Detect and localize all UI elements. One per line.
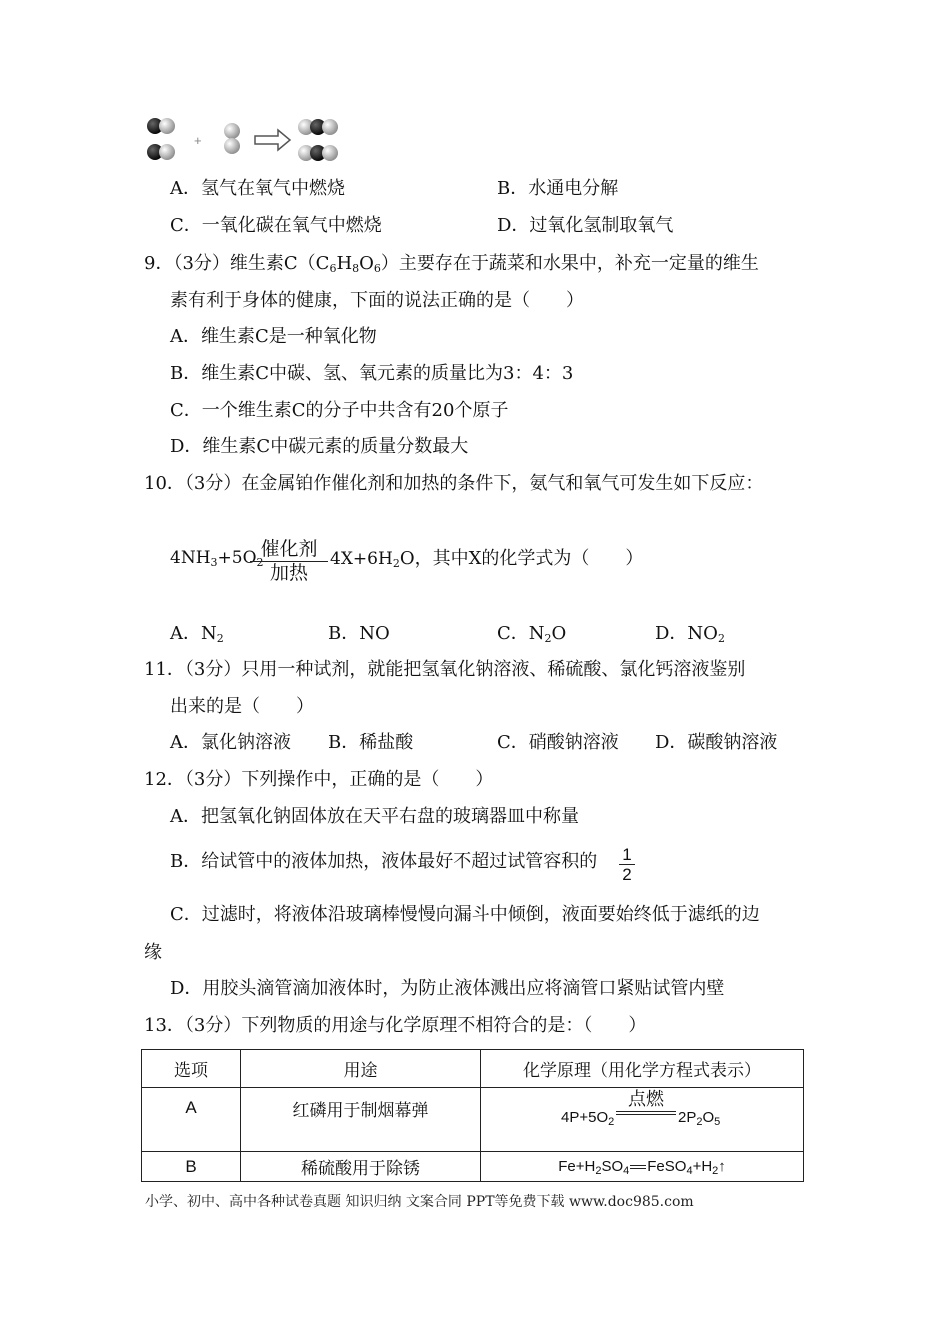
q10-equation-right: $4X+6H_2O$，其中X的化学式为（ ） (330, 548, 644, 570)
q12-stem: 12．（3分）下列操作中，正确的是（ ） (144, 769, 494, 790)
q10-condition-catalyst: 催化剂 (260, 538, 318, 560)
q8-option-d: D．过氧化氢制取氧气 (497, 215, 674, 236)
q10-equation-left: $4NH_3+5O_2$ (170, 548, 264, 569)
molecule-bw-1 (147, 118, 175, 134)
q10-reaction-condition (250, 540, 328, 583)
header-principle: 化学原理（用化学方程式表示） (481, 1050, 804, 1088)
header-option: 选项 (142, 1050, 241, 1088)
q9-stem-line2: 素有利于身体的健康，下面的说法正确的是（ ） (170, 290, 584, 311)
q8-option-b: B．水通电分解 (497, 178, 619, 199)
q11-stem-line1: 11．（3分）只用一种试剂，就能把氢氧化钠溶液、稀硫酸、氯化钙溶液鉴别 (144, 659, 746, 680)
q10-option-d: D．$NO_2$ (655, 623, 725, 645)
q9-option-d: D．维生素C中碳元素的质量分数最大 (170, 436, 469, 457)
q12-fraction (619, 846, 635, 883)
table-header-row (142, 1050, 804, 1088)
q10-stem: 10．（3分）在金属铂作催化剂和加热的条件下，氨气和氧气可发生如下反应： (144, 473, 764, 494)
q13-stem: 13．（3分）下列物质的用途与化学原理不相符合的是：（ ） (144, 1015, 647, 1036)
q11-stem-line2: 出来的是（ ） (170, 696, 314, 717)
gas-arrow-icon: ↑ (718, 1158, 726, 1175)
q11-option-b: B．稀盐酸 (328, 732, 414, 753)
q8-option-a: A．氢气在氧气中燃烧 (170, 178, 345, 199)
q9-stem-line1: 9．（3分）维生素$C(C_6H_8O_6)$主要存在于蔬菜和水果中，补充一定量的维生 (144, 253, 759, 275)
q11-option-d: D．碳酸钠溶液 (655, 732, 778, 753)
reaction-arrow-icon (255, 130, 290, 150)
q11-option-a: A．氯化钠溶液 (170, 732, 291, 753)
equals-double-line (630, 1165, 646, 1169)
q10-option-c: C．$N_2O$ (497, 623, 567, 645)
q12-option-a: A．把氢氧化钠固体放在天平右盘的玻璃器皿中称量 (170, 806, 579, 827)
table-row (142, 1088, 804, 1152)
row-a-option: A (142, 1088, 241, 1152)
q10-condition-heat: 加热 (269, 562, 308, 584)
q10-option-a: A．$N_2$ (170, 623, 224, 645)
table-row (142, 1152, 804, 1182)
q9-option-c: C．一个维生素C的分子中共含有20个原子 (170, 400, 509, 421)
q12-option-d: D．用胶头滴管滴加液体时，为防止液体溅出应将滴管口紧贴试管内壁 (170, 978, 725, 999)
header-use: 用途 (241, 1050, 481, 1088)
q8-option-c: C．一氧化碳在氧气中燃烧 (170, 215, 382, 236)
plus-sign: + (194, 133, 202, 148)
q11-option-c: C．硝酸钠溶液 (497, 732, 619, 753)
q9-option-b: B．维生素C中碳、氢、氧元素的质量比为3：4：3 (170, 363, 574, 384)
row-a-use: 红磷用于制烟幕弹 (241, 1088, 481, 1152)
molecule-wbw-1 (298, 119, 338, 135)
q12-option-c-line2: 缘 (144, 942, 162, 963)
molecule-reaction-diagram (140, 112, 355, 168)
row-a-condition: 点燃 (616, 1091, 676, 1117)
row-b-option: B (142, 1152, 241, 1182)
q13-table (141, 1049, 804, 1182)
q10-option-b: B．NO (328, 623, 390, 644)
molecule-wbw-2 (298, 145, 338, 161)
row-a-equation: $4P+5O_2$ 点燃 $2P_2O_5$ (481, 1088, 804, 1152)
molecule-bw-2 (147, 144, 175, 160)
row-b-use: 稀硫酸用于除锈 (241, 1152, 481, 1182)
fraction-denominator: 2 (622, 865, 632, 884)
molecule-ww (224, 123, 240, 154)
page-footer: 小学、初中、高中各种试卷真题 知识归纳 文案合同 PPT等免费下载 www.doc985.com (145, 1194, 694, 1210)
q12-option-c-line1: C．过滤时，将液体沿玻璃棒慢慢向漏斗中倾倒，液面要始终低于滤纸的边 (170, 904, 760, 925)
fraction-numerator: 1 (622, 845, 632, 864)
q12-option-b: B．给试管中的液体加热，液体最好不超过试管容积的 (170, 851, 598, 872)
row-b-equation: $Fe+H_2SO_4$ $FeSO_4+H_2↑$ (481, 1152, 804, 1182)
q9-option-a: A．维生素C是一种氧化物 (170, 326, 377, 347)
